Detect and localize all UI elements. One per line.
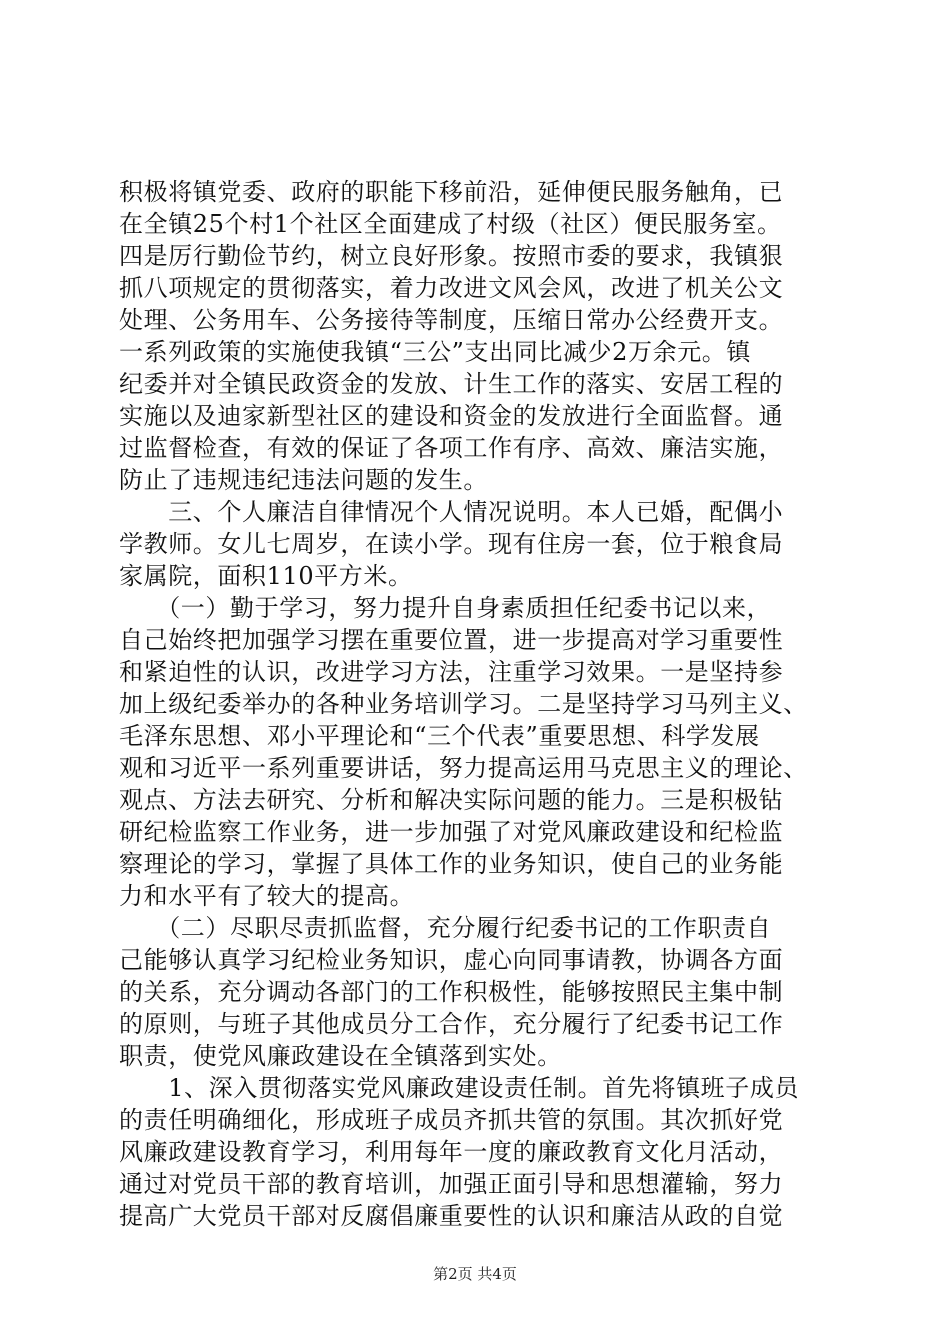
text-line: 纪委并对全镇民政资金的发放、计生工作的落实、安居工程的 <box>119 370 784 398</box>
text-line: 三、个人廉洁自律情况个人情况说明。本人已婚，配偶小 <box>119 498 784 526</box>
text-line: 处理、公务用车、公务接待等制度，压缩日常办公经费开支。 <box>119 306 784 334</box>
text-line: （一）勤于学习，努力提升自身素质担任纪委书记以来， <box>119 594 772 622</box>
page-footer <box>0 1264 950 1284</box>
text-line: 四是厉行勤俭节约，树立良好形象。按照市委的要求，我镇狠 <box>119 242 784 270</box>
text-line: 的责任明确细化，形成班子成员齐抓共管的氛围。其次抓好党 <box>119 1106 784 1134</box>
text-line: 自己始终把加强学习摆在重要位置，进一步提高对学习重要性 <box>119 626 784 654</box>
page-number: 第2页 共4页 <box>433 1265 517 1283</box>
text-line: 防止了违规违纪违法问题的发生。 <box>119 466 488 494</box>
text-line: 察理论的学习，掌握了具体工作的业务知识，使自己的业务能 <box>119 850 784 878</box>
text-line: 抓八项规定的贯彻落实，着力改进文风会风，改进了机关公文 <box>119 274 784 302</box>
text-line: 学教师。女儿七周岁，在读小学。现有住房一套，位于粮食局 <box>119 530 784 558</box>
text-line: 观点、方法去研究、分析和解决实际问题的能力。三是积极钻 <box>119 786 784 814</box>
text-line: 毛泽东思想、邓小平理论和“三个代表”重要思想、科学发展 <box>119 722 760 750</box>
document-body <box>119 176 839 1232</box>
text-line: 研纪检监察工作业务，进一步加强了对党风廉政建设和纪检监 <box>119 818 784 846</box>
text-line: 己能够认真学习纪检业务知识，虚心向同事请教，协调各方面 <box>119 946 784 974</box>
text-line: 在全镇25个村1个社区全面建成了村级（社区）便民服务室。 <box>119 210 782 238</box>
text-line: 力和水平有了较大的提高。 <box>119 882 415 910</box>
text-line: 风廉政建设教育学习，利用每年一度的廉政教育文化月活动， <box>119 1138 784 1166</box>
text-line: 通过对党员干部的教育培训，加强正面引导和思想灌输，努力 <box>119 1170 784 1198</box>
text-line: 过监督检查，有效的保证了各项工作有序、高效、廉洁实施， <box>119 434 784 462</box>
text-line: 一系列政策的实施使我镇“三公”支出同比减少2万余元。镇 <box>119 338 752 366</box>
text-line: 1、深入贯彻落实党风廉政建设责任制。首先将镇班子成员 <box>119 1074 800 1102</box>
text-line: 家属院，面积110平方米。 <box>119 562 413 590</box>
text-line: 的关系，充分调动各部门的工作积极性，能够按照民主集中制 <box>119 978 784 1006</box>
text-line: 职责，使党风廉政建设在全镇落到实处。 <box>119 1042 562 1070</box>
text-line: （二）尽职尽责抓监督，充分履行纪委书记的工作职责自 <box>119 914 772 942</box>
text-line: 和紧迫性的认识，改进学习方法，注重学习效果。一是坚持参 <box>119 658 784 686</box>
text-line: 实施以及迪家新型社区的建设和资金的发放进行全面监督。通 <box>119 402 784 430</box>
text-line: 积极将镇党委、政府的职能下移前沿，延伸便民服务触角，已 <box>119 178 784 206</box>
text-line: 提高广大党员干部对反腐倡廉重要性的认识和廉洁从政的自觉 <box>119 1202 784 1230</box>
text-line: 的原则，与班子其他成员分工合作，充分履行了纪委书记工作 <box>119 1010 784 1038</box>
text-line: 观和习近平一系列重要讲话，努力提高运用马克思主义的理论、 <box>119 754 808 782</box>
text-line: 加上级纪委举办的各种业务培训学习。二是坚持学习马列主义、 <box>119 690 808 718</box>
